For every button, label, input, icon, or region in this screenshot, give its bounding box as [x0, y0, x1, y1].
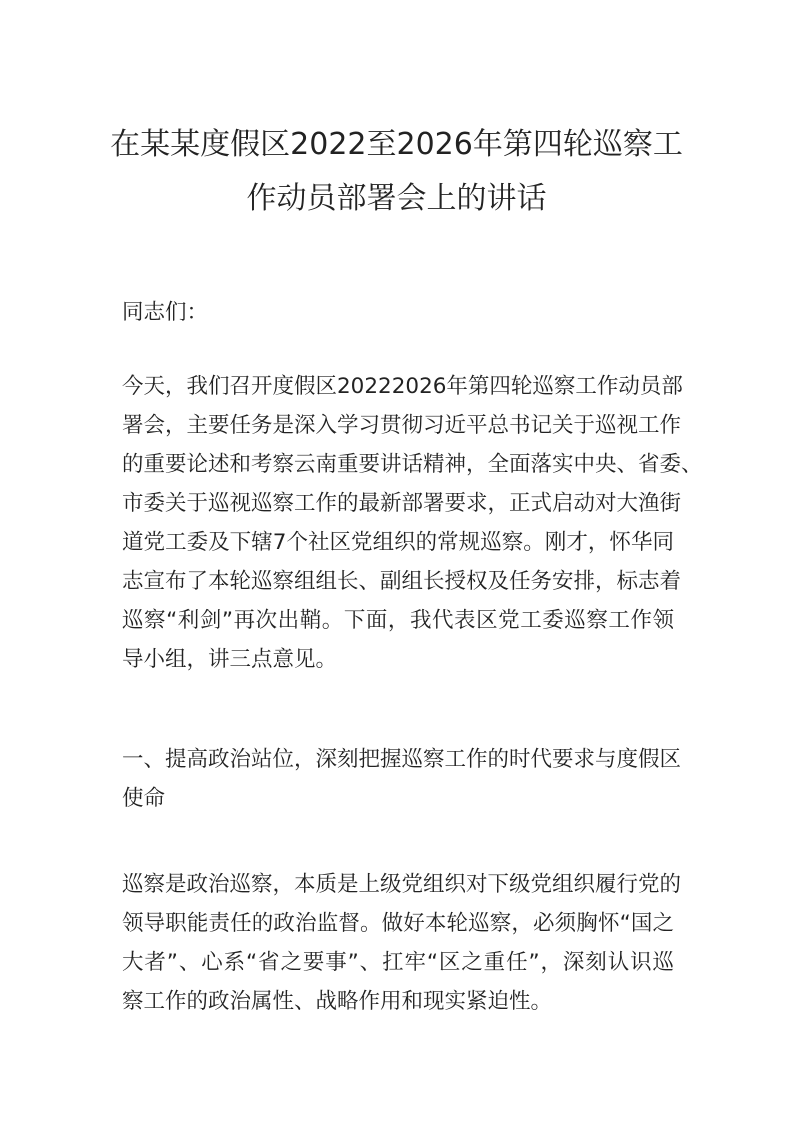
- title-line: 作动员部署会上的讲话: [246, 181, 547, 216]
- document-title: [110, 118, 683, 226]
- paragraph-line: 道党工委及下辖7个社区党组织的常规巡察。刚才，怀华同: [122, 530, 674, 555]
- paragraph-line: 领导职能责任的政治监督。做好本轮巡察，必须胸怀“国之: [122, 911, 674, 936]
- paragraph-line: 市委关于巡视巡察工作的最新部署要求，正式启动对大渔街: [122, 491, 682, 516]
- paragraph-line: 今天，我们召开度假区20222026年第四轮巡察工作动员部: [122, 374, 683, 399]
- section-1-heading: [122, 740, 682, 818]
- paragraph-line: 巡察“利剑”再次出鞘。下面，我代表区党工委巡察工作领: [122, 608, 674, 633]
- heading-line: 一、提高政治站位，深刻把握巡察工作的时代要求与度假区: [122, 747, 682, 772]
- paragraph-line: 志宣布了本轮巡察组组长、副组长授权及任务安排，标志着: [122, 569, 682, 594]
- paragraph-line: 导小组，讲三点意见。: [122, 647, 338, 672]
- paragraph-line: 察工作的政治属性、战略作用和现实紧迫性。: [122, 989, 553, 1014]
- heading-line: 使命: [122, 786, 166, 811]
- paragraph-line: 署会，主要任务是深入学习贯彻习近平总书记关于巡视工作: [122, 413, 682, 438]
- paragraph-line: 大者”、心系“省之要事”、扛牢“区之重任”，深刻认识巡: [122, 950, 674, 975]
- title-line: 在某某度假区2022至2026年第四轮巡察工: [110, 127, 683, 162]
- salutation-text: 同志们：: [122, 300, 209, 325]
- salutation: [122, 293, 674, 332]
- section-1-body: [122, 865, 682, 1021]
- paragraph-line: 的重要论述和考察云南重要讲话精神，全面落实中央、省委、: [122, 452, 703, 477]
- paragraph-line: 巡察是政治巡察，本质是上级党组织对下级党组织履行党的: [122, 872, 682, 897]
- intro-paragraph: [122, 367, 703, 679]
